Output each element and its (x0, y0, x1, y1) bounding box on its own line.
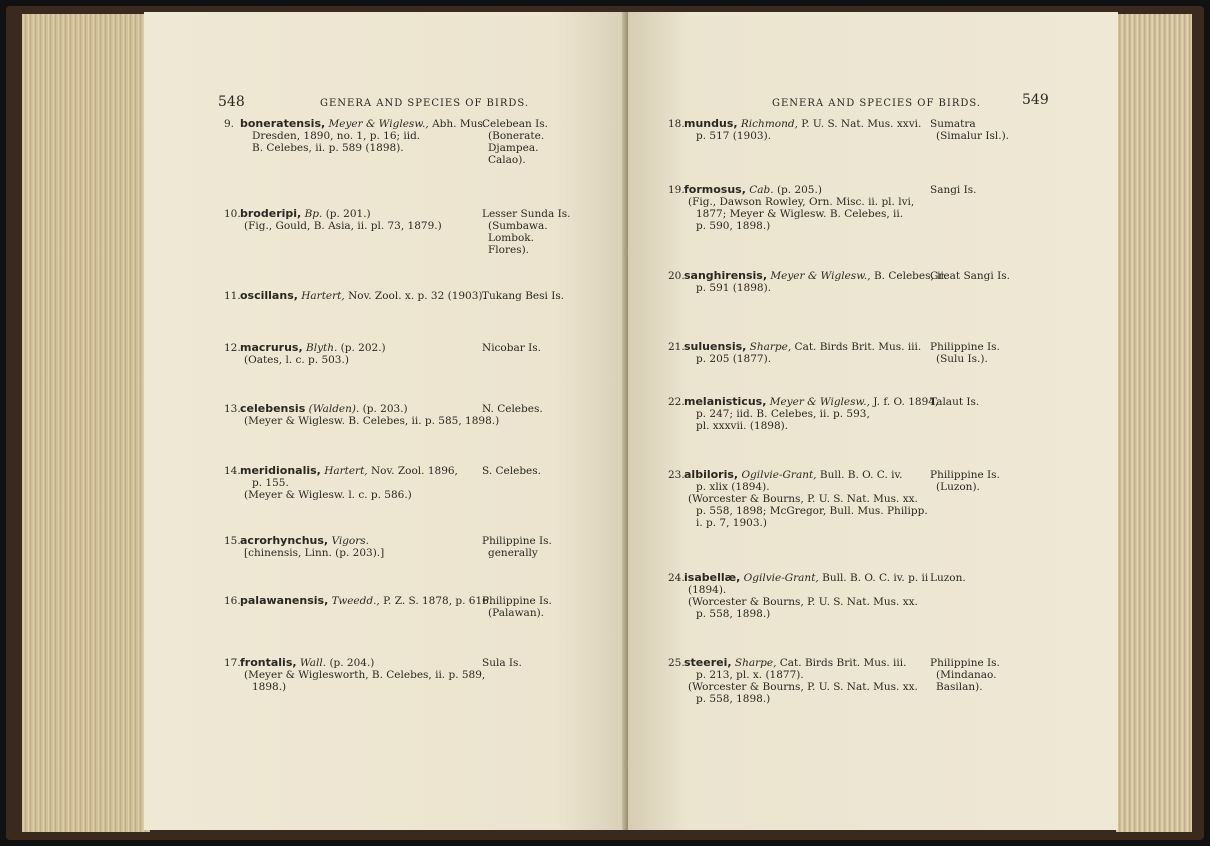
locality (482, 342, 541, 354)
locality-line: Philippine Is. (482, 535, 552, 547)
reference-line: (Oates, l. c. p. 503.) (244, 354, 349, 366)
species-name: frontalis, (240, 656, 297, 669)
species-entry (668, 341, 921, 365)
locality (482, 595, 552, 619)
locality-line: Philippine Is. (930, 657, 1000, 669)
species-name: macrurus, (240, 341, 303, 354)
locality-line: Calao). (488, 154, 526, 166)
reference-line: (Worcester & Bourns, P. U. S. Nat. Mus. xx. (688, 596, 918, 608)
author: Vigors. (331, 535, 369, 547)
reference-line: 1877; Meyer & Wiglesw. B. Celebes, ii. (696, 208, 904, 220)
author: (Walden). (308, 403, 360, 415)
locality (930, 118, 1009, 142)
entry-number: 9. (224, 118, 235, 130)
reference-line: (Worcester & Bourns, P. U. S. Nat. Mus. xx. (688, 493, 918, 505)
running-head: GENERA AND SPECIES OF BIRDS. (320, 98, 530, 109)
page-edges-left (22, 14, 150, 832)
species-entry (668, 469, 928, 529)
species-name: melanisticus, (684, 395, 767, 408)
locality-line: (Luzon). (936, 481, 980, 493)
reference: (p. 203.) (362, 403, 408, 415)
locality-line: generally (488, 547, 538, 559)
locality-line: (Sumbawa. (488, 220, 548, 232)
locality-line: (Sulu Is.). (936, 353, 988, 365)
reference-line: i. p. 7, 1903.) (696, 517, 767, 529)
locality (930, 469, 1000, 493)
species-name: acrorhynchus, (240, 534, 329, 547)
locality (482, 118, 548, 166)
locality-line: Philippine Is. (930, 469, 1000, 481)
right-page (628, 12, 1118, 830)
author: Ogilvie-Grant, (743, 572, 819, 584)
species-name: albiloris, (684, 468, 739, 481)
reference: Bull. B. O. C. iv. p. ii (822, 572, 929, 584)
reference: Nov. Zool. 1896, (370, 465, 458, 477)
species-entry (668, 184, 914, 232)
entry-number: 13. (224, 403, 241, 415)
entry-heading (224, 595, 492, 607)
reference-line: p. 247; iid. B. Celebes, ii. p. 593, (696, 408, 870, 420)
entry-number: 17. (224, 657, 241, 669)
reference-line: p. 591 (1898). (696, 282, 772, 294)
reference-line: Dresden, 1890, no. 1, p. 16; iid. (252, 130, 421, 142)
locality-line: (Simalur Isl.). (936, 130, 1010, 142)
locality-line: (Palawan). (488, 607, 545, 619)
locality-line: Celebean Is. (482, 118, 548, 130)
reference: (p. 201.) (325, 208, 371, 220)
reference-line: p. 558, 1898.) (696, 693, 771, 705)
locality (482, 535, 552, 559)
entry-heading (224, 657, 485, 669)
locality (482, 290, 564, 302)
author: Sharpe, (734, 657, 777, 669)
entry-heading (668, 396, 938, 408)
reference-line: (Meyer & Wiglesw. B. Celebes, ii. p. 585, 1898.) (244, 415, 500, 427)
species-entry (224, 657, 485, 693)
entry-number: 25. (668, 657, 685, 669)
species-name: isabellæ, (684, 571, 741, 584)
reference-line: (Worcester & Bourns, P. U. S. Nat. Mus. xx. (688, 681, 918, 693)
author: Richmond, (740, 118, 798, 130)
author: Tweedd., (331, 595, 380, 607)
entry-heading (668, 657, 918, 669)
entry-number: 18. (668, 118, 685, 130)
reference: P. U. S. Nat. Mus. xxvi. (801, 118, 922, 130)
locality (930, 270, 1010, 282)
reference-line: 1898.) (252, 681, 287, 693)
entry-number: 24. (668, 572, 685, 584)
reference: (p. 202.) (340, 342, 386, 354)
reference-line: (Fig., Dawson Rowley, Orn. Misc. ii. pl. lvi, (688, 196, 915, 208)
entry-heading (668, 572, 928, 584)
locality-line: Djampea. (488, 142, 539, 154)
reference: B. Celebes, ii. (873, 270, 948, 282)
reference-line: p. 517 (1903). (696, 130, 772, 142)
entry-heading (224, 208, 442, 220)
locality (930, 657, 1000, 693)
entry-number: 20. (668, 270, 685, 282)
species-entry (668, 657, 918, 705)
author: Hartert, (301, 290, 345, 302)
entry-heading (668, 118, 921, 130)
species-entry (668, 572, 928, 620)
reference-line: (Meyer & Wiglesworth, B. Celebes, ii. p. 589, (244, 669, 486, 681)
locality-line: Philippine Is. (930, 341, 1000, 353)
locality-line: Talaut Is. (930, 396, 980, 408)
reference-line: p. xlix (1894). (696, 481, 770, 493)
species-entry (224, 535, 384, 559)
locality-line: Tukang Besi Is. (482, 290, 565, 302)
reference-line: p. 590, 1898.) (696, 220, 771, 232)
author: Blyth. (306, 342, 338, 354)
species-name: boneratensis, (240, 117, 326, 130)
left-page (144, 12, 628, 830)
species-name: mundus, (684, 117, 738, 130)
entry-heading (224, 290, 486, 302)
entry-number: 19. (668, 184, 685, 196)
page-edges-right (1116, 14, 1192, 832)
locality-line: Great Sangi Is. (930, 270, 1010, 282)
entry-heading (668, 184, 914, 196)
locality-line: (Mindanao. (936, 669, 997, 681)
reference-line: [chinensis, Linn. (p. 203).] (244, 547, 385, 559)
author: Wall. (299, 657, 327, 669)
reference-line: p. 213, pl. x. (1877). (696, 669, 804, 681)
reference-line: (1894). (688, 584, 727, 596)
species-name: oscillans, (240, 289, 298, 302)
page-number: 548 (218, 94, 245, 110)
locality-line: Nicobar Is. (482, 342, 541, 354)
locality-line: Flores). (488, 244, 530, 256)
locality-line: Sumatra (930, 118, 976, 130)
locality (482, 403, 543, 415)
entry-number: 16. (224, 595, 241, 607)
reference: J. f. O. 1894, (873, 396, 939, 408)
locality (482, 657, 522, 669)
species-entry (224, 342, 386, 366)
entry-number: 10. (224, 208, 241, 220)
author: Ogilvie-Grant, (741, 469, 817, 481)
reference-line: p. 155. (252, 477, 289, 489)
reference-line: p. 558, 1898.) (696, 608, 771, 620)
entry-number: 12. (224, 342, 241, 354)
species-entry (224, 118, 486, 154)
locality (930, 396, 979, 408)
species-name: meridionalis, (240, 464, 321, 477)
entry-heading (668, 341, 921, 353)
locality-line: Luzon. (930, 572, 966, 584)
reference: (p. 205.) (776, 184, 822, 196)
species-entry (224, 595, 492, 607)
author: Hartert, (324, 465, 368, 477)
species-entry (224, 208, 442, 232)
reference: P. Z. S. 1878, p. 616. (383, 595, 493, 607)
page-number: 549 (1022, 92, 1049, 108)
locality-line: Lesser Sunda Is. (482, 208, 571, 220)
entry-heading (224, 535, 384, 547)
locality-line: Basilan). (936, 681, 983, 693)
locality (482, 208, 570, 256)
reference-line: p. 558, 1898; McGregor, Bull. Mus. Philipp. (696, 505, 928, 517)
reference: Nov. Zool. x. p. 32 (1903). (348, 290, 486, 302)
entry-number: 15. (224, 535, 241, 547)
reference-line: B. Celebes, ii. p. 589 (1898). (252, 142, 404, 154)
locality (930, 184, 977, 196)
reference: Bull. B. O. C. iv. (819, 469, 903, 481)
locality-line: (Bonerate. (488, 130, 545, 142)
reference: Cat. Birds Brit. Mus. iii. (794, 341, 922, 353)
reference-line: p. 205 (1877). (696, 353, 772, 365)
entry-heading (224, 342, 386, 354)
running-head: GENERA AND SPECIES OF BIRDS. (772, 98, 982, 109)
species-entry (224, 403, 499, 427)
species-name: steerei, (684, 656, 732, 669)
entry-heading (668, 270, 947, 282)
locality-line: N. Celebes. (482, 403, 543, 415)
locality-line: Lombok. (488, 232, 534, 244)
entry-heading (224, 403, 499, 415)
locality-line: S. Celebes. (482, 465, 541, 477)
species-name: suluensis, (684, 340, 747, 353)
reference-line: pl. xxxvii. (1898). (696, 420, 789, 432)
species-entry (668, 118, 921, 142)
species-entry (668, 270, 947, 294)
reference: (p. 204.) (329, 657, 375, 669)
species-name: sanghirensis, (684, 269, 768, 282)
author: Meyer & Wiglesw., (770, 270, 871, 282)
entry-heading (668, 469, 928, 481)
locality (930, 341, 1000, 365)
author: Bp. (304, 208, 323, 220)
author: Meyer & Wiglesw., (769, 396, 870, 408)
entry-number: 22. (668, 396, 685, 408)
species-entry (224, 290, 486, 302)
species-name: formosus, (684, 183, 746, 196)
reference-line: (Meyer & Wiglesw. l. c. p. 586.) (244, 489, 412, 501)
species-name: celebensis (240, 402, 306, 415)
reference: Cat. Birds Brit. Mus. iii. (779, 657, 907, 669)
entry-number: 14. (224, 465, 241, 477)
species-entry (224, 465, 458, 501)
species-name: palawanensis, (240, 594, 329, 607)
locality (482, 465, 541, 477)
entry-heading (224, 465, 458, 477)
author: Meyer & Wiglesw., (328, 118, 429, 130)
locality-line: Philippine Is. (482, 595, 552, 607)
reference: Abh. Mus. (432, 118, 487, 130)
author: Sharpe, (749, 341, 792, 353)
entry-heading (224, 118, 486, 130)
reference-line: (Fig., Gould, B. Asia, ii. pl. 73, 1879.) (244, 220, 442, 232)
locality-line: Sangi Is. (930, 184, 977, 196)
species-name: broderipi, (240, 207, 302, 220)
locality (930, 572, 966, 584)
entry-number: 11. (224, 290, 241, 302)
locality-line: Sula Is. (482, 657, 522, 669)
species-entry (668, 396, 938, 432)
entry-number: 21. (668, 341, 685, 353)
entry-number: 23. (668, 469, 685, 481)
author: Cab. (749, 184, 774, 196)
